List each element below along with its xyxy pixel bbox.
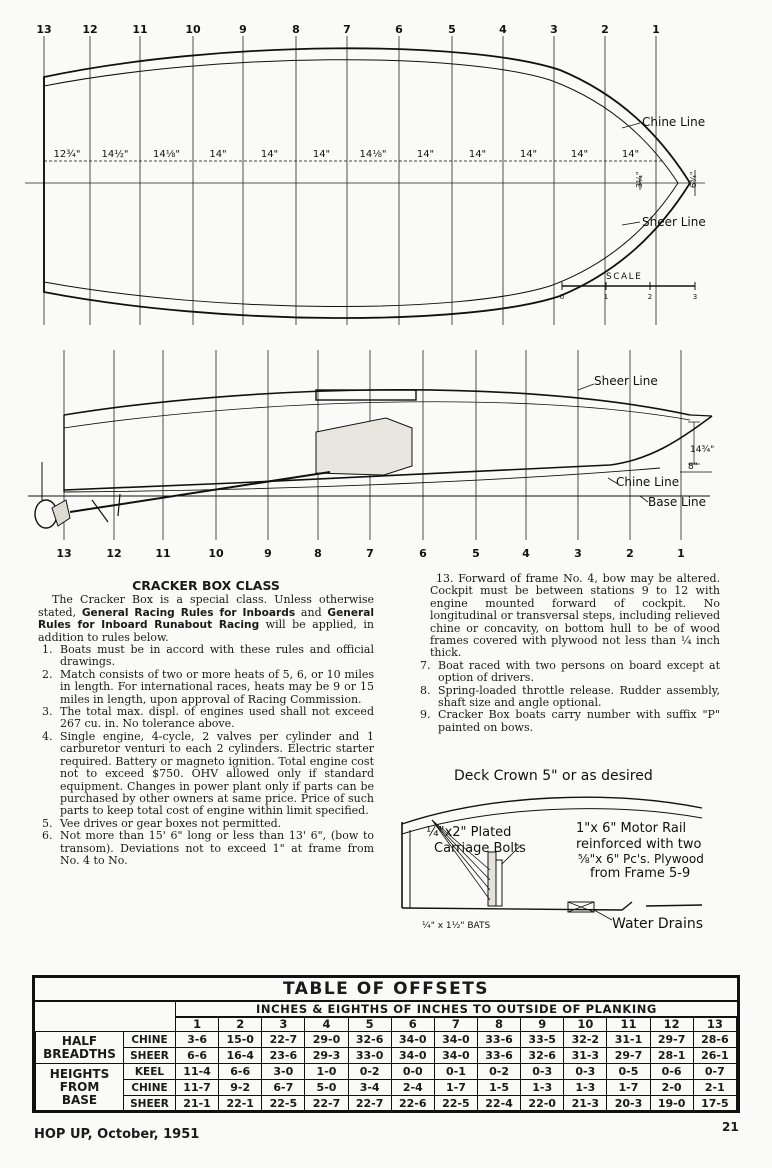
offset-cell: 15-0 xyxy=(219,1032,262,1048)
offsets-row xyxy=(36,1064,737,1080)
profile-frame-number: 3 xyxy=(574,547,582,560)
plan-frame-number: 2 xyxy=(601,23,609,36)
offset-cell: 22-5 xyxy=(434,1096,477,1112)
offset-cell: 17-5 xyxy=(693,1096,736,1112)
plan-frame-spacing: 12¾" xyxy=(53,149,81,160)
offset-cell: 29-0 xyxy=(305,1032,348,1048)
scale-tick-label: 0 xyxy=(559,293,565,301)
offset-cell: 22-7 xyxy=(262,1032,305,1048)
rules-continuation: 13. Forward of frame No. 4, bow may be altered. Cockpit must be between stations 9 to 12 with engine mounted forward of cockpit. No longitudinal or transversal steps, including relieved chine or concavity, on bottom hull to be of wood frames covered with plywood not less than ¼ inch thick. xyxy=(430,572,720,660)
offset-cell: 6-6 xyxy=(219,1064,262,1080)
station-header: 2 xyxy=(219,1017,262,1032)
offset-cell: 0-5 xyxy=(607,1064,650,1080)
plan-frame-number: 12 xyxy=(82,23,98,36)
plan-frame-number: 6 xyxy=(395,23,403,36)
offset-cell: 1-7 xyxy=(434,1080,477,1096)
page-number: 21 xyxy=(722,1120,739,1134)
section-view-drawing xyxy=(392,760,772,940)
offset-cell: 0-6 xyxy=(650,1064,693,1080)
profile-frame-number: 13 xyxy=(56,547,72,560)
rule-number: 6. xyxy=(42,829,53,843)
rule-number: 5. xyxy=(42,816,53,830)
station-header: 10 xyxy=(564,1017,607,1032)
offsets-row-label: CHINE xyxy=(124,1080,176,1096)
plan-frame-spacing: 14" xyxy=(209,149,227,160)
offset-cell: 21-3 xyxy=(564,1096,607,1112)
rule-item xyxy=(38,830,374,867)
rule-item xyxy=(38,706,374,731)
plan-frame-spacing: 14⅛" xyxy=(359,149,387,160)
profile-sheer-label: Sheer Line xyxy=(594,374,658,388)
rule-text: Spring-loaded throttle release. Rudder assembly, shaft size and angle optional. xyxy=(438,683,720,710)
plan-dim-outer: 6¾" xyxy=(689,171,698,188)
offset-cell: 0-7 xyxy=(693,1064,736,1080)
deck-crown-label: Deck Crown 5" or as desired xyxy=(454,768,653,784)
profile-frame-number: 9 xyxy=(264,547,272,560)
plan-frame-spacing: 14½" xyxy=(101,149,129,160)
motor-rail-label-4: from Frame 5-9 xyxy=(590,866,691,881)
offset-cell: 22-6 xyxy=(391,1096,434,1112)
plan-frame-spacing: 14⅛" xyxy=(152,149,181,160)
offset-cell: 34-0 xyxy=(434,1048,477,1064)
offset-cell: 22-0 xyxy=(521,1096,564,1112)
offset-cell: 32-6 xyxy=(521,1048,564,1064)
motor-rail-label-1: 1"x 6" Motor Rail xyxy=(576,821,687,836)
offset-cell: 2-1 xyxy=(693,1080,736,1096)
offset-cell: 11-7 xyxy=(176,1080,219,1096)
plan-frame-spacing: 14" xyxy=(621,149,640,160)
offset-cell: 22-1 xyxy=(219,1096,262,1112)
scale-label: SCALE xyxy=(606,272,643,282)
table-of-offsets xyxy=(32,975,740,1113)
rule-text: Vee drives or gear boxes not permitted. xyxy=(60,816,282,830)
offset-cell: 22-7 xyxy=(348,1096,391,1112)
offset-cell: 22-4 xyxy=(477,1096,520,1112)
offset-cell: 20-3 xyxy=(607,1096,650,1112)
rule-item xyxy=(416,660,720,685)
offset-cell: 1-0 xyxy=(305,1064,348,1080)
offset-cell: 29-7 xyxy=(650,1032,693,1048)
offset-cell: 16-4 xyxy=(219,1048,262,1064)
offset-cell: 34-0 xyxy=(391,1048,434,1064)
plan-dim-inner: 3¼" xyxy=(635,171,644,188)
profile-dim-height: 14¾" xyxy=(690,445,715,455)
offsets-row xyxy=(36,1080,737,1096)
rule-text: Boats must be in accord with these rules and official drawings. xyxy=(60,643,374,669)
rule-number: 3. xyxy=(42,705,53,719)
offset-cell: 0-3 xyxy=(564,1064,607,1080)
offsets-row-label: SHEER xyxy=(124,1048,176,1064)
rule-text: Not more than 15' 6" long or less than 13' 6", (bow to transom). Deviations not to exceed 1" at frame from No. 4 to No. xyxy=(60,829,374,867)
offset-cell: 34-0 xyxy=(391,1032,434,1048)
offset-cell: 2-4 xyxy=(391,1080,434,1096)
rule-number: 8. xyxy=(420,683,431,697)
rule-number: 9. xyxy=(420,708,431,722)
offset-cell: 0-2 xyxy=(477,1064,520,1080)
plan-frame-number: 8 xyxy=(292,23,300,36)
offset-cell: 32-6 xyxy=(348,1032,391,1048)
rules-list-continued xyxy=(416,660,720,734)
offsets-row-label: KEEL xyxy=(124,1064,176,1080)
station-header: 9 xyxy=(521,1017,564,1032)
offset-cell: 6-6 xyxy=(176,1048,219,1064)
offsets-row-label: SHEER xyxy=(124,1096,176,1112)
offset-cell: 33-6 xyxy=(477,1032,520,1048)
offset-cell: 26-1 xyxy=(693,1048,736,1064)
profile-frame-number: 8 xyxy=(314,547,322,560)
plan-frame-number: 9 xyxy=(239,23,247,36)
station-header: 7 xyxy=(434,1017,477,1032)
plan-frame-number: 11 xyxy=(132,23,148,36)
profile-chine-label: Chine Line xyxy=(616,475,680,489)
rules-left-column xyxy=(38,580,374,867)
offset-cell: 28-1 xyxy=(650,1048,693,1064)
motor-rail-label-2: reinforced with two xyxy=(576,837,702,852)
offsets-row xyxy=(36,1032,737,1048)
rule-text: The total max. displ. of engines used shall not exceed 267 cu. in. No tolerance above. xyxy=(60,705,374,731)
rule-text: Single engine, 4-cycle, 2 valves per cylinder and 1 carburetor venturi to each 2 cylinders. Electric starter required. Battery or magneto ignition. Total engine cost not to exceed $750. OHV allowed only if standard equipment. Changes in power plant only if parts can be purchased by other owners at same price. Price of such parts to keep total cost of engine within limit specified. xyxy=(60,729,374,818)
rule-item xyxy=(38,669,374,706)
bats-label: ¼" x 1½" BATS xyxy=(422,921,491,931)
rules-title: CRACKER BOX CLASS xyxy=(132,578,280,593)
plan-chine-label: Chine Line xyxy=(642,115,706,129)
offset-cell: 29-3 xyxy=(305,1048,348,1064)
plan-frame-number: 4 xyxy=(499,23,507,36)
rule-item xyxy=(416,685,720,710)
station-header: 5 xyxy=(348,1017,391,1032)
station-header: 3 xyxy=(262,1017,305,1032)
plan-frame-number: 7 xyxy=(343,23,351,36)
offset-cell: 0-3 xyxy=(521,1064,564,1080)
rule-text: Boat raced with two persons on board except at option of drivers. xyxy=(438,658,720,685)
offset-cell: 0-1 xyxy=(434,1064,477,1080)
profile-view-drawing xyxy=(0,340,772,570)
profile-frame-number: 11 xyxy=(155,547,171,560)
offsets-row xyxy=(36,1048,737,1064)
plan-frame-number: 1 xyxy=(652,23,660,36)
offsets-row-label: CHINE xyxy=(124,1032,176,1048)
scale-tick-label: 3 xyxy=(692,293,698,301)
footer-credit: HOP UP, October, 1951 xyxy=(34,1127,200,1142)
scale-tick-label: 1 xyxy=(603,293,609,301)
offset-cell: 33-6 xyxy=(477,1048,520,1064)
offset-cell: 33-5 xyxy=(521,1032,564,1048)
station-header: 8 xyxy=(477,1017,520,1032)
plan-frame-number: 10 xyxy=(185,23,201,36)
profile-frame-number: 2 xyxy=(626,547,634,560)
rules-right-column xyxy=(416,573,720,734)
offsets-title: TABLE OF OFFSETS xyxy=(35,978,737,1002)
offset-cell: 2-0 xyxy=(650,1080,693,1096)
station-header: 6 xyxy=(391,1017,434,1032)
station-header: 13 xyxy=(693,1017,736,1032)
offset-cell: 28-6 xyxy=(693,1032,736,1048)
half-breadths-group: HALF BREADTHS xyxy=(36,1032,124,1064)
plan-view-drawing xyxy=(0,0,772,340)
offset-cell: 22-5 xyxy=(262,1096,305,1112)
offsets-subtitle: INCHES & EIGHTHS OF INCHES TO OUTSIDE OF PLANKING xyxy=(175,1002,737,1018)
profile-frame-number: 1 xyxy=(677,547,685,560)
profile-frame-number: 12 xyxy=(106,547,122,560)
carriage-bolts-label-1: ¼"x2" Plated xyxy=(426,825,512,840)
offset-cell: 22-7 xyxy=(305,1096,348,1112)
offset-cell: 3-0 xyxy=(262,1064,305,1080)
rule-text: Match consists of two or more heats of 5, 6, or 10 miles in length. For international races, heats may be 9 or 15 miles in length, upon approval of Racing Commission. xyxy=(60,667,374,706)
rule-item xyxy=(38,731,374,818)
offset-cell: 32-2 xyxy=(564,1032,607,1048)
motor-rail-label-3: ⅝"x 6" Pc's. Plywood xyxy=(578,852,704,866)
rule-number: 2. xyxy=(42,667,53,681)
station-header: 12 xyxy=(650,1017,693,1032)
rule-text: Cracker Box boats carry number with suffix "P" painted on bows. xyxy=(438,708,720,734)
offset-cell: 6-7 xyxy=(262,1080,305,1096)
offset-cell: 23-6 xyxy=(262,1048,305,1064)
offset-cell: 1-7 xyxy=(607,1080,650,1096)
plan-sheer-label: Sheer Line xyxy=(642,215,706,229)
profile-dim-length: 8" xyxy=(688,462,698,472)
rule-number: 7. xyxy=(420,658,431,672)
offset-cell: 1-5 xyxy=(477,1080,520,1096)
heights-group: HEIGHTS FROM BASE xyxy=(36,1064,124,1112)
profile-frame-number: 10 xyxy=(208,547,224,560)
offset-cell: 11-4 xyxy=(176,1064,219,1080)
offset-cell: 0-2 xyxy=(348,1064,391,1080)
water-drains-label: Water Drains xyxy=(612,916,704,932)
offset-cell: 33-0 xyxy=(348,1048,391,1064)
plan-frame-spacing: 14" xyxy=(312,149,331,160)
offset-cell: 3-4 xyxy=(348,1080,391,1096)
plan-frame-spacing: 14" xyxy=(416,149,435,160)
offset-cell: 5-0 xyxy=(305,1080,348,1096)
offset-cell: 29-7 xyxy=(607,1048,650,1064)
offset-cell: 1-3 xyxy=(521,1080,564,1096)
offset-cell: 3-6 xyxy=(176,1032,219,1048)
offsets-grid xyxy=(35,1016,737,1112)
rules-intro: The Cracker Box is a special class. Unless otherwise stated, General Racing Rules for Inboards and General Rules for Inboard Runabout Racing will be applied, in addition to rules below. xyxy=(38,593,375,644)
plan-frame-number: 3 xyxy=(550,23,558,36)
profile-frame-number: 6 xyxy=(419,547,427,560)
offset-cell: 31-3 xyxy=(564,1048,607,1064)
profile-base-label: Base Line xyxy=(648,495,707,509)
station-header: 4 xyxy=(305,1017,348,1032)
plan-frame-number: 5 xyxy=(448,23,456,36)
rule-item xyxy=(416,709,720,734)
plan-frame-spacing: 14" xyxy=(260,149,279,160)
profile-frame-number: 4 xyxy=(522,547,530,560)
rule-number: 1. xyxy=(42,643,53,657)
offset-cell: 34-0 xyxy=(434,1032,477,1048)
offset-cell: 31-1 xyxy=(607,1032,650,1048)
rules-list xyxy=(38,644,374,867)
offset-cell: 21-1 xyxy=(176,1096,219,1112)
offsets-row xyxy=(36,1096,737,1112)
carriage-bolts-label-2: Carriage Bolts xyxy=(434,841,526,856)
rule-number: 4. xyxy=(42,729,53,743)
plan-frame-spacing: 14" xyxy=(519,149,538,160)
offset-cell: 0-0 xyxy=(391,1064,434,1080)
rule-item xyxy=(38,644,374,669)
offset-cell: 1-3 xyxy=(564,1080,607,1096)
profile-frame-number: 7 xyxy=(366,547,374,560)
plan-frame-number: 13 xyxy=(36,23,52,36)
station-header: 1 xyxy=(176,1017,219,1032)
scale-tick-label: 2 xyxy=(647,293,653,301)
profile-frame-number: 5 xyxy=(472,547,480,560)
offset-cell: 19-0 xyxy=(650,1096,693,1112)
plan-frame-spacing: 14" xyxy=(468,149,487,160)
plan-frame-spacing: 14" xyxy=(570,149,589,160)
station-header: 11 xyxy=(607,1017,650,1032)
offset-cell: 9-2 xyxy=(219,1080,262,1096)
